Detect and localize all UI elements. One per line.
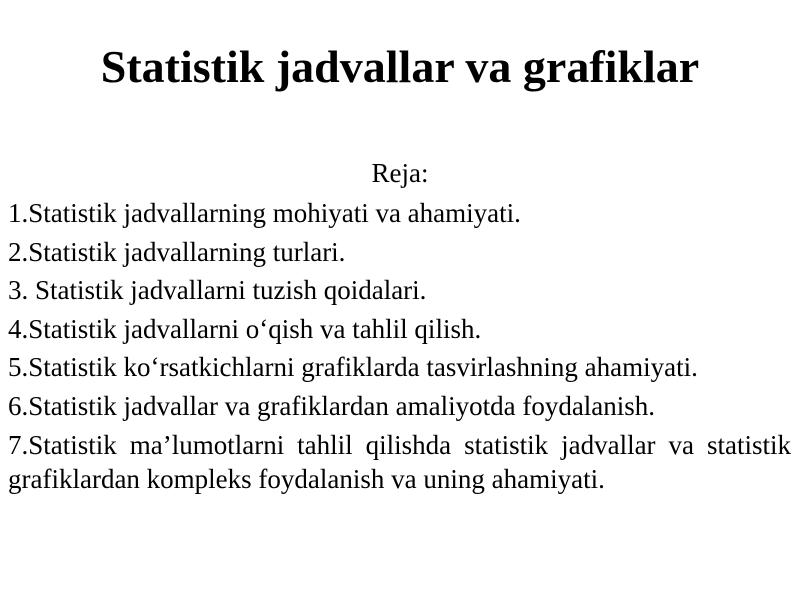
plan-item-4: 4.Statistik jadvallarni o‘qish va tahlil qilish.: [8, 313, 482, 344]
plan-list: [8, 194, 791, 496]
plan-item-6: 6.Statistik jadvallar va grafiklardan amaliyotda foydalanish.: [8, 390, 656, 421]
plan-item-7: 7.Statistik ma’lumotlarni tahlil qilishda statistik jadvallar va statistik grafiklardan kompleks foydalanish va uning ahamiyati.: [8, 429, 791, 494]
slide-title: Statistik jadvallar va grafiklar: [100, 41, 700, 92]
plan-item-2: 2.Statistik jadvallarning turlari.: [8, 236, 346, 267]
plan-item-3: 3. Statistik jadvallarni tuzish qoidalari.: [8, 275, 427, 306]
plan-heading: Reja:: [371, 158, 429, 188]
plan-item-1: 1.Statistik jadvallarning mohiyati va ahamiyati.: [8, 198, 521, 228]
plan-item-5: 5.Statistik ko‘rsatkichlarni grafiklarda tasvirlashning ahamiyati.: [8, 352, 698, 383]
